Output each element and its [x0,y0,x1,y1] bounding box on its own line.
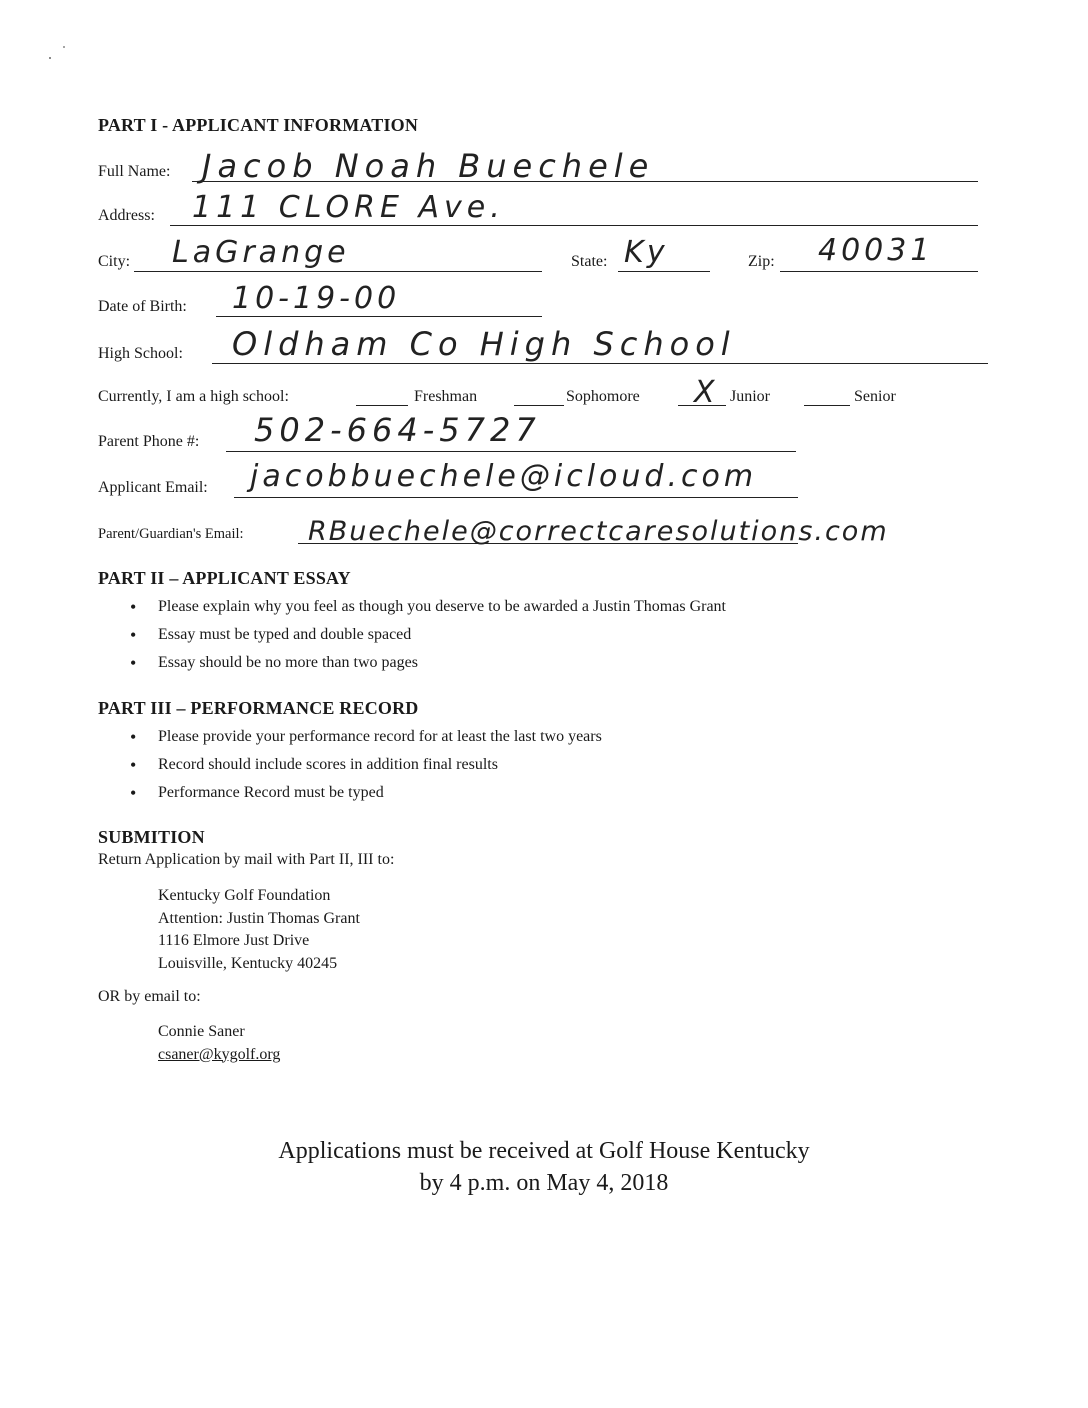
part2-heading: PART II – APPLICANT ESSAY [98,568,351,588]
city-line [134,271,542,272]
email-instructions: OR by email to: [98,988,201,1005]
option-freshman[interactable]: Freshman [414,388,478,405]
list-item: • Record should include scores in addition final results [130,755,602,783]
contact-name: Connie Saner [158,1023,245,1040]
mail-instructions: Return Application by mail with Part II, III to: [98,851,395,868]
list-item: • Essay must be typed and double spaced [130,625,726,653]
contact-email-link[interactable]: csaner@kygolf.org [158,1045,281,1063]
city-label: City: [98,253,131,270]
applicant-email-value[interactable]: jacobbuechele@icloud.com [250,459,758,494]
high-school-line [212,363,988,364]
option-senior[interactable]: Senior [854,388,896,405]
state-value[interactable]: Ky [624,235,669,270]
parent-email-value[interactable]: RBuechele@correctcaresolutions.com [308,516,889,547]
address-value[interactable]: 111 CLORE Ave. [192,190,505,225]
essay-requirements-list [130,597,726,681]
senior-blank [804,405,850,406]
full-name-label: Full Name: [98,163,171,180]
address-line-street: 1116 Elmore Just Drive [158,932,310,949]
address-line-attention: Attention: Justin Thomas Grant [158,909,360,927]
zip-line [780,271,978,272]
performance-requirements-list [130,727,602,811]
address-label: Address: [98,207,155,224]
full-name-value[interactable]: Jacob Noah Buechele [202,147,655,185]
deadline-notice [0,1135,1088,1199]
dob-line [216,316,542,317]
address-line-org: Kentucky Golf Foundation [158,887,331,904]
zip-value[interactable]: 40031 [818,233,934,268]
parent-email-label: Parent/Guardian's Email: [98,526,244,542]
option-sophomore[interactable]: Sophomore [566,388,640,405]
scan-specks [44,38,104,68]
high-school-label: High School: [98,345,183,362]
dob-value[interactable]: 10-19-00 [232,281,401,316]
mailing-address [158,885,360,975]
part3-heading: PART III – PERFORMANCE RECORD [98,698,419,718]
sophomore-blank [514,405,564,406]
freshman-blank [356,405,408,406]
parent-phone-line [226,451,796,452]
address-line-city: Louisville, Kentucky 40245 [158,954,338,972]
applicant-email-line [234,497,798,498]
list-item: • Please provide your performance record for at least the last two years [130,727,602,755]
deadline-line-2: by 4 p.m. on May 4, 2018 [419,1170,669,1196]
part1-heading: PART I - APPLICANT INFORMATION [98,115,419,135]
address-line [170,225,978,226]
deadline-line-1: Applications must be received at Golf House Kentucky [278,1138,810,1164]
dob-label: Date of Birth: [98,298,187,315]
high-school-value[interactable]: Oldham Co High School [232,325,736,363]
state-label: State: [571,253,608,270]
grade-label: Currently, I am a high school: [98,388,289,405]
state-line [618,271,710,272]
parent-phone-label: Parent Phone #: [98,433,200,450]
zip-label: Zip: [748,253,775,270]
junior-check-mark[interactable]: X [694,375,715,410]
submission-heading: SUBMITION [98,827,205,847]
email-contact [158,1021,280,1066]
applicant-email-label: Applicant Email: [98,479,208,496]
parent-phone-value[interactable]: 502-664-5727 [254,411,541,449]
option-junior[interactable]: Junior [730,388,770,405]
city-value[interactable]: LaGrange [172,235,350,270]
list-item: • Essay should be no more than two pages [130,653,726,681]
list-item: • Please explain why you feel as though you deserve to be awarded a Justin Thomas Grant [130,597,726,625]
list-item: • Performance Record must be typed [130,783,602,811]
